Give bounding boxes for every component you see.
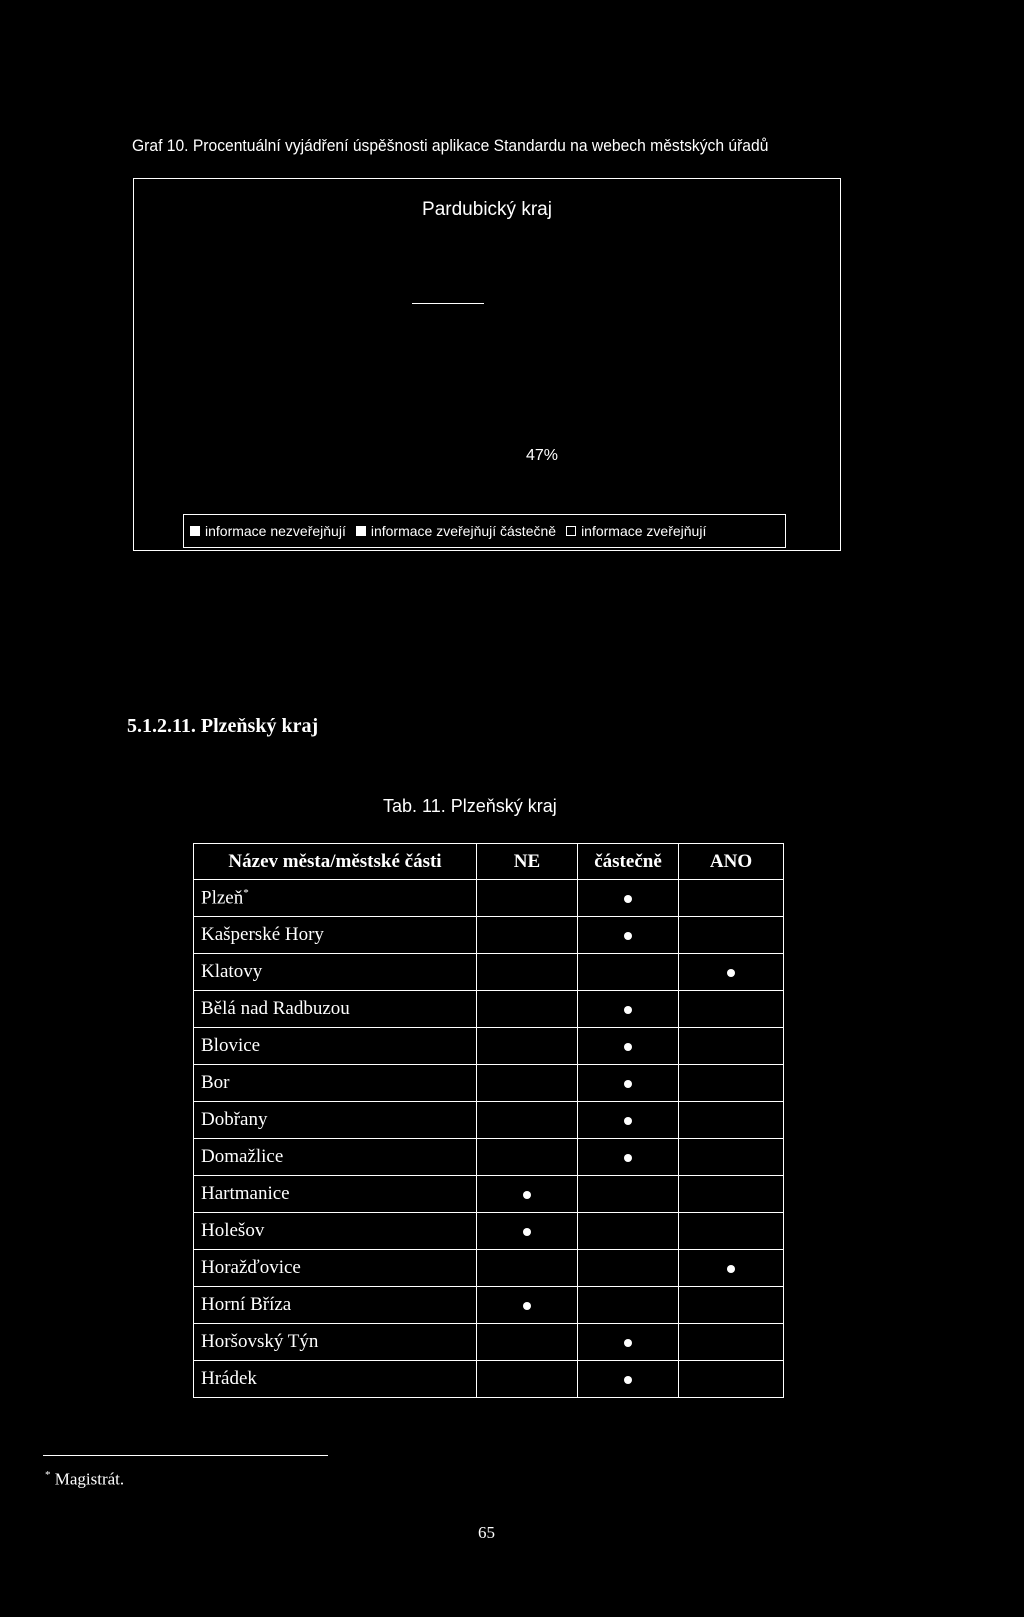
- table-row: [194, 1102, 784, 1139]
- cell-castecne: [578, 954, 679, 991]
- cell-ne: [477, 1028, 578, 1065]
- cell-ne: [477, 1102, 578, 1139]
- bullet-icon: [727, 1265, 735, 1273]
- page-number: 65: [478, 1523, 495, 1542]
- cell-ano: [679, 1250, 784, 1287]
- header-ne: NE: [477, 844, 578, 880]
- cell-ne: [477, 1361, 578, 1398]
- table-row: [194, 1176, 784, 1213]
- city-name-cell: [194, 880, 477, 917]
- cell-ano: [679, 1213, 784, 1250]
- cell-ano: [679, 991, 784, 1028]
- header-name: Název města/městské části: [194, 844, 477, 880]
- cell-ano: [679, 1139, 784, 1176]
- cell-castecne: [578, 1250, 679, 1287]
- cell-ne: [477, 1065, 578, 1102]
- cell-ne: [477, 1176, 578, 1213]
- city-name-cell: [194, 954, 477, 991]
- bullet-icon: [624, 1117, 632, 1125]
- cell-ne: [477, 917, 578, 954]
- table-body: [194, 880, 784, 1398]
- table-row: [194, 1361, 784, 1398]
- cell-ne: [477, 991, 578, 1028]
- table-row: [194, 1139, 784, 1176]
- bullet-icon: [624, 1043, 632, 1051]
- table-row: [194, 954, 784, 991]
- legend-swatch-filled: [356, 526, 366, 536]
- chart-legend: [183, 514, 786, 548]
- table-row: [194, 1250, 784, 1287]
- cell-castecne: [578, 1324, 679, 1361]
- city-name-cell: [194, 1028, 477, 1065]
- footnote-mark: *: [45, 1469, 51, 1481]
- table-row: [194, 880, 784, 917]
- footnote-text: Magistrát.: [54, 1469, 125, 1489]
- cell-castecne: [578, 1102, 679, 1139]
- table-row: [194, 1028, 784, 1065]
- bullet-icon: [523, 1302, 531, 1310]
- bullet-icon: [624, 1339, 632, 1347]
- cell-castecne: [578, 1139, 679, 1176]
- cell-castecne: [578, 1176, 679, 1213]
- city-name-cell: [194, 1213, 477, 1250]
- city-name: Bělá nad Radbuzou: [201, 998, 350, 1019]
- city-name: Hartmanice: [201, 1183, 290, 1204]
- city-name: Horšovský Týn: [201, 1331, 319, 1352]
- city-name-cell: [194, 1139, 477, 1176]
- bullet-icon: [624, 1006, 632, 1014]
- city-name-cell: [194, 1361, 477, 1398]
- cell-ano: [679, 1361, 784, 1398]
- bullet-icon: [523, 1191, 531, 1199]
- city-name: Horní Bříza: [201, 1294, 292, 1315]
- legend-item-nezverejnuji: [190, 523, 346, 539]
- cell-ne: [477, 1324, 578, 1361]
- cell-ne: [477, 1287, 578, 1324]
- cell-ano: [679, 1324, 784, 1361]
- table-row: [194, 1213, 784, 1250]
- graph-caption: Graf 10. Procentuální vyjádření úspěšnosti aplikace Standardu na webech městských úřadů: [132, 136, 769, 155]
- footnote-ref: *: [243, 886, 249, 899]
- city-name-cell: [194, 1065, 477, 1102]
- cell-ne: [477, 1213, 578, 1250]
- table-row: [194, 1324, 784, 1361]
- section-heading: 5.1.2.11. Plzeňský kraj: [127, 715, 319, 737]
- cell-ne: [477, 1139, 578, 1176]
- cell-ano: [679, 1176, 784, 1213]
- table-row: [194, 991, 784, 1028]
- city-name-cell: [194, 991, 477, 1028]
- footnote-rule: [43, 1455, 328, 1456]
- header-ano: ANO: [679, 844, 784, 880]
- chart-title: Pardubický kraj: [422, 199, 552, 220]
- city-name-cell: [194, 1250, 477, 1287]
- cell-castecne: [578, 1028, 679, 1065]
- cell-ano: [679, 1287, 784, 1324]
- cell-castecne: [578, 991, 679, 1028]
- cell-ano: [679, 917, 784, 954]
- legend-item-castecne: [356, 523, 556, 539]
- header-castecne: částečně: [578, 844, 679, 880]
- legend-label: informace zveřejňují: [581, 523, 707, 539]
- cell-castecne: [578, 1361, 679, 1398]
- table-caption: Tab. 11. Plzeňský kraj: [383, 796, 557, 816]
- bullet-icon: [624, 1376, 632, 1384]
- chart-frame: [133, 178, 841, 551]
- bullet-icon: [624, 1080, 632, 1088]
- cell-castecne: [578, 1287, 679, 1324]
- city-name-cell: [194, 1287, 477, 1324]
- table-row: [194, 917, 784, 954]
- footnote: [45, 1469, 124, 1490]
- cell-ano: [679, 1028, 784, 1065]
- cell-castecne: [578, 1213, 679, 1250]
- city-name: Bor: [201, 1072, 230, 1093]
- bullet-icon: [624, 895, 632, 903]
- city-name-cell: [194, 1176, 477, 1213]
- bullet-icon: [727, 969, 735, 977]
- cell-ano: [679, 880, 784, 917]
- city-name: Blovice: [201, 1035, 261, 1056]
- city-name-cell: [194, 1102, 477, 1139]
- legend-label: informace zveřejňují částečně: [370, 523, 557, 539]
- plzensky-table: [193, 843, 784, 1398]
- city-name: Dobřany: [201, 1109, 268, 1130]
- cell-castecne: [578, 1065, 679, 1102]
- cell-ano: [679, 954, 784, 991]
- table-row: [194, 1287, 784, 1324]
- legend-swatch-filled: [190, 526, 200, 536]
- city-name: Domažlice: [201, 1146, 284, 1167]
- legend-swatch-hollow: [566, 526, 576, 536]
- city-name-cell: [194, 917, 477, 954]
- bullet-icon: [523, 1228, 531, 1236]
- city-name: Plzeň: [201, 887, 244, 909]
- chart-slice-edge: [412, 303, 484, 304]
- legend-label: informace nezveřejňují: [205, 523, 346, 539]
- cell-ne: [477, 1250, 578, 1287]
- cell-castecne: [578, 880, 679, 917]
- city-name: Horažďovice: [201, 1257, 301, 1278]
- cell-castecne: [578, 917, 679, 954]
- city-name: Holešov: [201, 1220, 265, 1241]
- city-name-cell: [194, 1324, 477, 1361]
- city-name: Kašperské Hory: [201, 924, 324, 945]
- chart-data-label: 47%: [526, 447, 559, 464]
- bullet-icon: [624, 932, 632, 940]
- city-name: Klatovy: [201, 961, 263, 982]
- bullet-icon: [624, 1154, 632, 1162]
- cell-ano: [679, 1065, 784, 1102]
- legend-item-zverejnuji: [566, 523, 706, 539]
- cell-ne: [477, 954, 578, 991]
- city-name: Hrádek: [201, 1368, 257, 1389]
- table-header-row: [194, 844, 784, 880]
- cell-ne: [477, 880, 578, 917]
- table-row: [194, 1065, 784, 1102]
- cell-ano: [679, 1102, 784, 1139]
